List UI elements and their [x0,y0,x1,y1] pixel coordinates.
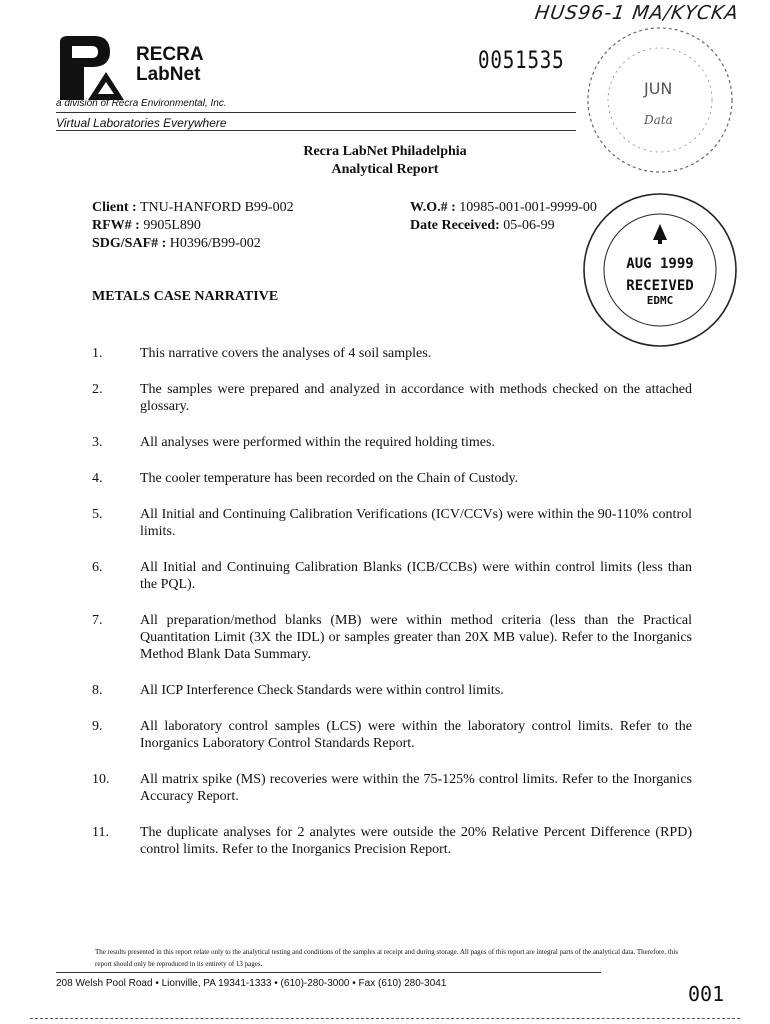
footnote: The results presented in this report relate only to the analytical testing and conditions of the samples at receipt and during storage. All pages of this report are integral parts of the analytical data. Therefore, this report should only be reproduced in its entirety of 13 pages. [95,948,679,968]
wo-label: W.O.# : [410,200,456,215]
recra-logo-icon [54,34,130,104]
list-item [92,470,692,487]
arrow-up-icon [653,224,667,240]
item-text: All Initial and Continuing Calibration Verifications (ICV/CCVs) were within the 90-110% control limits. [140,507,692,539]
list-item [92,345,692,362]
item-text: All preparation/method blanks (MB) were within method criteria (less than the Practical Quantitation Limit (3X the IDL) or samples greater than 20X MB value). Refer to the Inorganics Method Blank Data Summary. [140,613,692,662]
narrative-list [92,345,692,877]
sdg-field [92,236,261,252]
handwritten-reference: HUS96-1 MA/KYCKA [533,2,741,24]
page-number: 001 [688,982,725,1006]
wo-value: 10985-001-001-9999-00 [459,200,597,215]
sdg-label: SDG/SAF# : [92,236,167,251]
document-number: 0051535 [478,46,565,74]
received-stamp-date: AUG 1999 [626,256,694,272]
wo-field [410,200,597,216]
bottom-dash-rule [30,1018,740,1019]
sdg-value: H0396/B99-002 [169,236,261,251]
list-item [92,718,692,752]
item-number: 6. [92,560,103,575]
division-text: a division of Recra Environmental, Inc. [56,98,227,109]
item-text: All analyses were performed within the required holding times. [140,435,495,450]
item-number: 1. [92,346,103,361]
brand-name-labnet: LabNet [136,64,201,85]
section-heading: METALS CASE NARRATIVE [92,289,279,304]
item-number: 3. [92,435,103,450]
list-item [92,434,692,451]
list-item [92,559,692,593]
list-item [92,824,692,858]
item-text: The samples were prepared and analyzed in accordance with methods checked on the attached glossary. [140,382,692,414]
brand-name-recra: RECRA [136,44,204,65]
footer-address: 208 Welsh Pool Road • Lionville, PA 19341-1333 • (610)-280-3000 • Fax (610) 280-3041 [56,978,447,989]
item-text: All ICP Interference Check Standards were within control limits. [140,683,504,698]
client-field [92,200,294,216]
list-item [92,381,692,415]
item-number: 2. [92,382,103,397]
item-text: The duplicate analyses for 2 analytes were outside the 20% Relative Percent Difference (RPD) control limits. Refer to the Inorganics Precision Report. [140,825,692,857]
list-item [92,506,692,540]
item-number: 9. [92,719,103,734]
date-stamp-top [560,20,750,185]
item-number: 10. [92,772,110,787]
received-stamp [570,188,745,353]
header-rule-top [56,112,576,113]
item-text: All Initial and Continuing Calibration Blanks (ICB/CCBs) were within control limits (less than the PQL). [140,560,692,592]
rfw-value: 9905L890 [143,218,201,233]
stamp-top-month: JUN [644,79,673,98]
tagline-text: Virtual Laboratories Everywhere [56,116,227,130]
item-text: This narrative covers the analyses of 4 soil samples. [140,346,432,361]
item-text: All laboratory control samples (LCS) were within the laboratory control limits. Refer to the Inorganics Laboratory Control Standards Report. [140,719,692,751]
list-item [92,682,692,699]
item-text: The cooler temperature has been recorded on the Chain of Custody. [140,471,519,486]
date-received-label: Date Received: [410,218,500,233]
rfw-label: RFW# : [92,218,140,233]
date-received-value: 05-06-99 [503,218,555,233]
item-number: 7. [92,613,103,628]
list-item [92,771,692,805]
client-label: Client : [92,200,137,215]
item-number: 5. [92,507,103,522]
report-title: Analytical Report [331,162,439,177]
list-item [92,612,692,663]
rfw-field [92,218,201,234]
item-number: 8. [92,683,103,698]
received-stamp-label: RECEIVED [626,278,694,294]
item-number: 11. [92,825,109,840]
footer-rule [56,972,601,973]
received-stamp-edmc: EDMC [646,294,674,307]
lab-name-title: Recra LabNet Philadelphia [303,144,467,159]
item-number: 4. [92,471,103,486]
date-received-field [410,218,555,234]
client-value: TNU-HANFORD B99-002 [139,200,294,215]
header-rule-bottom [56,130,576,131]
stamp-top-data: Data [644,113,673,127]
item-text: All matrix spike (MS) recoveries were within the 75-125% control limits. Refer to the Inorganics Accuracy Report. [140,772,692,804]
